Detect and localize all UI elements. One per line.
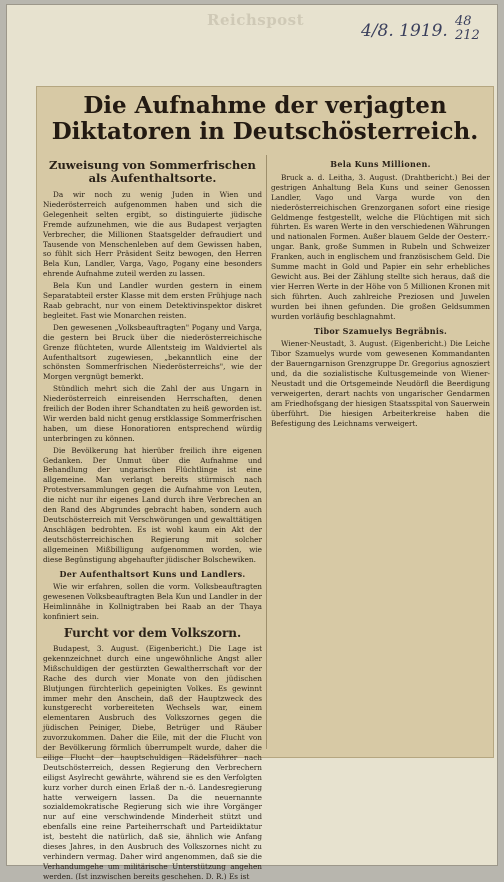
column-divider xyxy=(266,155,267,749)
paragraph: Bruck a. d. Leitha, 3. August. (Drahtbericht.) Bei der gestrigen Anhaltung Bela Kuns und seiner Genossen Landler, Vago und Varga wurde von den niederösterreichischen Grenzorganen sofort eine riesige Geldmenge festgestellt, welche die Flüchtigen mit sich führten. Es waren Werte in den verschiedenen Währungen und nationalen Formen. Außer blauem Gelde der Oesterr.-ungar. Bank, große Summen in Rubeln und Schweizer Franken, auch in englischem und französischem Geld. Die Summe macht in Gold und Papier ein sehr erhebliches Gewicht aus. Bei der Zählung stellte sich heraus, daß die vier Herren Werte in der Höhe von 5 Millionen Kronen mit sich führten. Auch zahlreiche Preziosen und Juwelen wurden bei ihnen gefunden. Die großen Geldsummen wurden vorläufig beschlagnahmt. xyxy=(271,172,490,321)
newspaper-clipping xyxy=(36,86,494,881)
left-column xyxy=(43,157,262,881)
paragraph: Wiener-Neustadt, 3. August. (Eigenbericht.) Die Leiche Tibor Szamuelys wurde vom gewesenen Kommandanten der Bauerngarnison Grenzgruppe Dr. Gregorius agnosziert und, da die sozialistische Kultusgemeinde von Wiener-Neustadt und die Ortsgemeinde Neudörfl die Beerdigung verweigerten, derart nachts von ungarischer Gendarmen am Friedhofsgang der hiesigen Staatsspital von Sauerwein überführt. Die hiesigen Arbeiterkreise haben die Befestigung des Leichnams verweigert. xyxy=(271,339,490,428)
article-headline: Die Aufnahme der verjagten Diktatoren in Deutschösterreich. xyxy=(51,92,479,145)
section-heading-fear: Furcht vor dem Volkszorn. xyxy=(63,626,242,641)
paragraph: Budapest, 3. August. (Eigenbericht.) Die Lage ist gekennzeichnet durch eine ungewöhnliche Angst aller Mißschuldigen der gestürzten Gewaltherrschaft vor der Rache des durch vier Monate von den jüdischen Blutjungen fürchterlich gepeinigten Volkes. Es gewinnt immer mehr den Anschein, daß der Hauptzweck des kunstgerecht vorbereiteten Wechsels war, einem elementaren Ausbruch des Volkszornes gegen die jüdischen Peiniger, Diebe, Betrüger und Räuber zuvorzukommen. Daher die Eile, mit der die Flucht von der Bevölkerung förmlich überrumpelt wurde, daher die eilige Flucht der hauptschuldigen Rädelsführer nach Deutschösterreich, dessen Regierung den Verbrechern eiligst Asylrecht gewährte, während sie es den Verfolgten kurz vorher durch einen Erlaß der n.-ö. Landesregierung hatte verweigern lassen. Da die neuernannte sozialdemokratische Regierung sich wie ihre Vorgänger nur auf eine verschwindende Minderheit stützt und ebenfalls eine reine Parteiherrschaft und Parteidiktatur ist, besteht die natürlich, daß sie, ähnlich wie Anfang dieses Jahres, in den Ausbruch des Volkszornes nicht zu verhindern vermag. Daher wird angenommen, daß sie die Verhandumgehe um militärische Unterstützung angehen werden. (Ist inzwischen bereits geschehen. D. R.) Es ist xyxy=(43,643,262,881)
section-heading-kun-landler: Der Aufenthaltsort Kuns und Landlers. xyxy=(59,568,246,579)
right-column xyxy=(271,155,490,751)
paragraph: Den gewesenen „Volksbeauftragten" Pogany und Varga, die gestern bei Bruck über die niederösterreichische Grenze flüchteten, wurde Allentsteig im Waldviertel als Aufenthaltsort zugewiesen, „bekanntlich eine der schönsten Sommerfrischen Niederösterreichs", wie der Morgen vergnügt bemerkt. xyxy=(43,322,262,382)
section-heading-szamuely: Tibor Szamuelys Begräbnis. xyxy=(313,325,448,336)
paragraph: Wie wir erfahren, sollen die vorm. Volksbeauftragten gewesenen Volksbeauftragten Bela Kun und Landler in der Heimlinnähe in Kollnigtraben bei Raab an der Thaya konfiniert sein. xyxy=(43,582,262,622)
paragraph: Die Bevölkerung hat hierüber freilich ihre eigenen Gedanken. Der Unmut über die Aufnahme und Behandlung der ungarischen Flüchtlinge ist eine allgemeine. Man verlangt bereits stürmisch nach Protestversammlungen gegen die Aufnahme von Leuten, die nicht nur ihr eigenes Land durch ihre Verbrechen an den Rand des Abgrundes gebracht haben, sondern auch Deutschösterreich mit Verschwörungen und gewalttätigen Anschlägen bedrohten. Es ist wohl kaum ein Akt der deutschösterreichischen Regierung mit solcher allgemeinen Mißbilligung aufgenommen worden, wie diese Begünstigung abgehaufter jüdischer Bolschewiken. xyxy=(43,445,262,564)
handwritten-date: 4/8. 1919. xyxy=(361,21,448,41)
paragraph: Stündlich mehrt sich die Zahl der aus Ungarn in Niederösterreich einreisenden Herrschaften, denen freilich der Boden ihrer Schandtaten zu heiß geworden ist. Wir werden bald nicht genug erstklassige Sommerfrischen haben, um diese Honoratioren entsprechend würdig unterbringen zu können. xyxy=(43,384,262,443)
section-heading-millions: Bela Kuns Millionen. xyxy=(330,159,431,169)
paragraph: Da wir noch zu wenig Juden in Wien und Niederösterreich aufgenommen haben und sich die Gelegenheit selten ergibt, so distinguierte jüdische Fremde aufzunehmen, wie die aus Budapest verjagten Verbrecher, die Millionen Staatsgelder defraudiert und Tausende von Menschenleben auf dem Gewissen haben, so fühlt sich Herr Präsident Seitz bewogen, den Herren Bela Kun, Landler, Varga, Vago, Pogany eine besonders ehrende Aufnahme zuteil werden zu lassen. xyxy=(43,190,262,279)
newspaper-masthead: Reichspost xyxy=(207,11,305,29)
handwritten-number: 48 212 xyxy=(455,14,480,43)
article-subheadline: Zuweisung von Sommerfrischen als Aufenthaltsorte. xyxy=(49,158,256,185)
paragraph: Bela Kun und Landler wurden gestern in einem Separatabteil erster Klasse mit dem ersten Frühjuge nach Raab gebracht, nur von einem Detektivinspektor diskret begleitet. Fast wie Monarchen reisten. xyxy=(43,281,262,320)
